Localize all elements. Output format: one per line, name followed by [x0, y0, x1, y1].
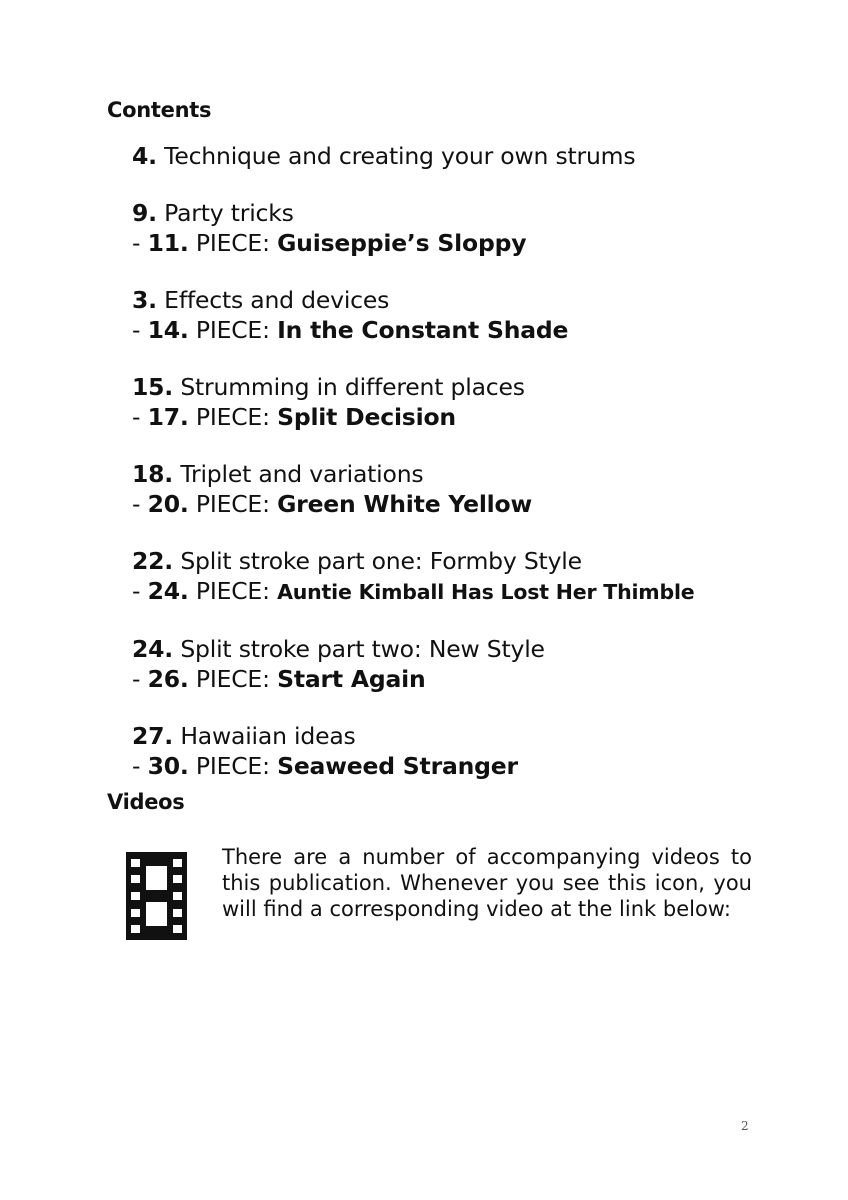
- chapter-page-number: 22.: [132, 547, 174, 575]
- toc-entry: [132, 285, 812, 345]
- piece-title: Split Decision: [277, 403, 456, 431]
- contents-heading: Contents: [107, 98, 212, 122]
- toc-entry: [132, 546, 812, 607]
- toc-chapter-line: [132, 372, 812, 402]
- piece-page-number: 24.: [147, 577, 189, 605]
- toc-chapter-line: [132, 546, 812, 576]
- film-strip-icon: [126, 852, 187, 940]
- piece-title: Auntie Kimball Has Lost Her Thimble: [277, 580, 695, 604]
- chapter-title: Triplet and variations: [180, 460, 424, 488]
- toc-chapter-line: [132, 198, 812, 228]
- piece-dash: -: [132, 577, 148, 605]
- toc-piece-line: [132, 402, 812, 432]
- toc-chapter-line: [132, 141, 812, 171]
- piece-label: PIECE:: [195, 403, 270, 431]
- piece-dash: -: [132, 403, 148, 431]
- chapter-title: Split stroke part one: Formby Style: [180, 547, 582, 575]
- sprocket-hole: [131, 925, 140, 933]
- piece-dash: -: [132, 316, 148, 344]
- toc-entry: [132, 721, 812, 781]
- sprocket-hole: [173, 925, 182, 933]
- chapter-title: Party tricks: [164, 199, 294, 227]
- piece-dash: -: [132, 665, 148, 693]
- chapter-page-number: 24.: [132, 635, 174, 663]
- piece-dash: -: [132, 752, 148, 780]
- piece-title: Start Again: [277, 665, 426, 693]
- piece-label: PIECE:: [195, 229, 270, 257]
- sprocket-hole: [131, 875, 140, 883]
- piece-label: PIECE:: [195, 577, 270, 605]
- piece-page-number: 30.: [147, 752, 189, 780]
- toc-piece-line: [132, 576, 812, 607]
- chapter-title: Strumming in different places: [180, 373, 525, 401]
- piece-page-number: 11.: [147, 229, 189, 257]
- toc-entry: [132, 198, 812, 258]
- chapter-page-number: 18.: [132, 460, 174, 488]
- piece-dash: -: [132, 490, 148, 518]
- sprocket-hole: [131, 892, 140, 900]
- piece-dash: -: [132, 229, 148, 257]
- toc-chapter-line: [132, 459, 812, 489]
- piece-label: PIECE:: [195, 490, 270, 518]
- toc-piece-line: [132, 315, 812, 345]
- toc-chapter-line: [132, 721, 812, 751]
- piece-page-number: 17.: [147, 403, 189, 431]
- chapter-page-number: 27.: [132, 722, 174, 750]
- chapter-page-number: 3.: [132, 286, 157, 314]
- sprocket-hole: [173, 875, 182, 883]
- toc-entry: [132, 459, 812, 519]
- chapter-page-number: 4.: [132, 142, 157, 170]
- piece-title: In the Constant Shade: [277, 316, 569, 344]
- chapter-title: Split stroke part two: New Style: [180, 635, 545, 663]
- toc-entry: [132, 141, 812, 171]
- chapter-page-number: 15.: [132, 373, 174, 401]
- chapter-title: Technique and creating your own strums: [164, 142, 636, 170]
- piece-title: Seaweed Stranger: [277, 752, 518, 780]
- page-number: 2: [741, 1119, 749, 1133]
- toc-entry: [132, 634, 812, 694]
- chapter-title: Effects and devices: [164, 286, 390, 314]
- piece-label: PIECE:: [195, 316, 270, 344]
- chapter-title: Hawaiian ideas: [180, 722, 356, 750]
- piece-label: PIECE:: [195, 665, 270, 693]
- piece-label: PIECE:: [195, 752, 270, 780]
- sprocket-hole: [173, 859, 182, 867]
- piece-page-number: 26.: [147, 665, 189, 693]
- film-frame: [146, 902, 167, 926]
- sprocket-hole: [131, 859, 140, 867]
- videos-description: There are a number of accompanying videos to this publication. Whenever you see this icon, you will find a corresponding video at the link below:: [222, 845, 752, 921]
- toc-piece-line: [132, 751, 812, 781]
- toc-piece-line: [132, 489, 812, 519]
- piece-page-number: 20.: [147, 490, 189, 518]
- film-frame: [146, 866, 167, 890]
- toc-chapter-line: [132, 285, 812, 315]
- piece-page-number: 14.: [147, 316, 189, 344]
- sprocket-hole: [173, 892, 182, 900]
- toc-piece-line: [132, 664, 812, 694]
- sprocket-hole: [173, 909, 182, 917]
- sprocket-hole: [131, 909, 140, 917]
- piece-title: Guiseppie’s Sloppy: [277, 229, 527, 257]
- toc-chapter-line: [132, 634, 812, 664]
- toc-piece-line: [132, 228, 812, 258]
- chapter-page-number: 9.: [132, 199, 157, 227]
- piece-title: Green White Yellow: [277, 490, 532, 518]
- toc-entry: [132, 372, 812, 432]
- table-of-contents: [132, 141, 812, 808]
- videos-heading: Videos: [107, 790, 185, 814]
